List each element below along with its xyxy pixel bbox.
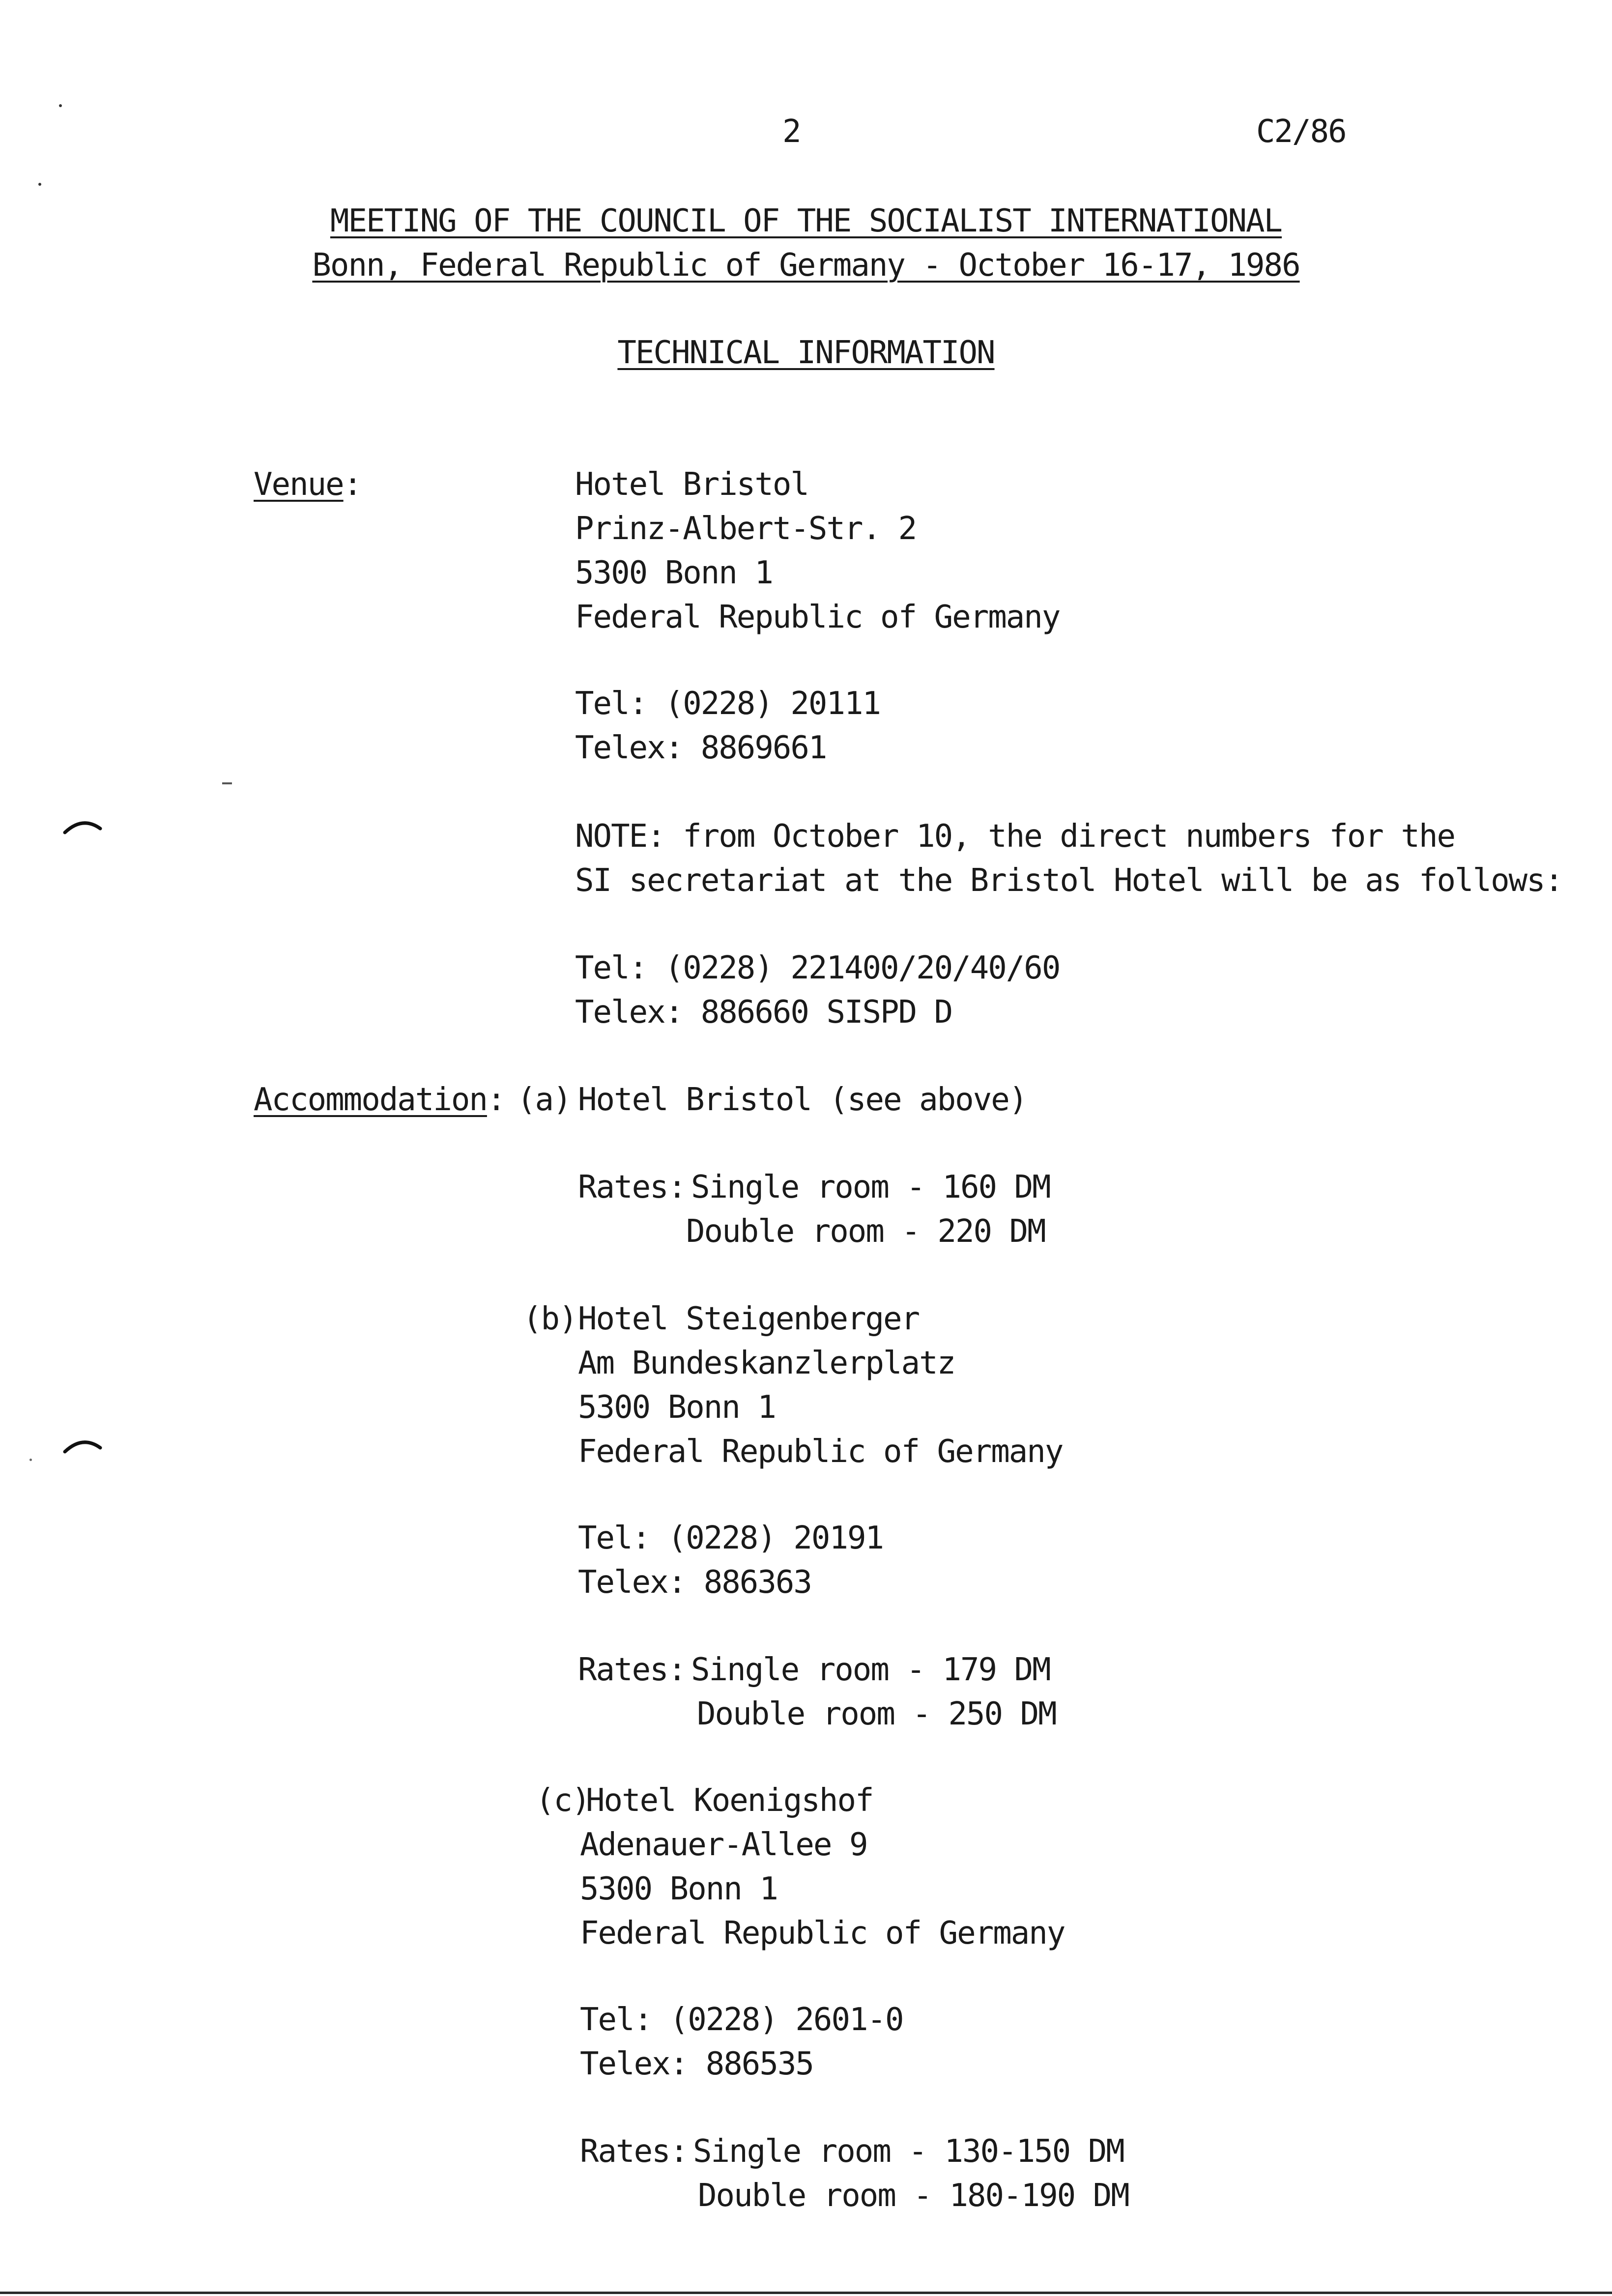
hotel-name-a: Hotel Bristol (see above) [578, 1082, 1027, 1118]
direct-telex: Telex: 886660 SISPD D [575, 994, 952, 1031]
rates-label-a: Rates: [578, 1169, 686, 1205]
venue-label: Venue: [254, 466, 362, 503]
venue-address-line: Prinz-Albert-Str. 2 [575, 511, 917, 547]
page-number: 2 [782, 114, 801, 150]
venue-address-line: 5300 Bonn 1 [575, 555, 773, 591]
double-rate-a: Double room - 220 DM [686, 1213, 1045, 1250]
rates-label-b: Rates: [578, 1652, 686, 1688]
punch-hole-mark-top [63, 816, 102, 835]
rates-label-c: Rates: [580, 2133, 688, 2170]
hotel-tel-c: Tel: (0228) 2601-0 [580, 2002, 903, 2038]
direct-tel: Tel: (0228) 221400/20/40/60 [575, 950, 1060, 986]
hotel-tel-b: Tel: (0228) 20191 [578, 1520, 884, 1556]
section-heading: TECHNICAL INFORMATION [617, 335, 995, 371]
venue-address-line: Hotel Bristol [575, 466, 808, 503]
option-marker-b: (b) [523, 1301, 577, 1337]
option-marker-c: (c) [536, 1782, 590, 1819]
option-marker-a: (a) [517, 1082, 571, 1118]
scan-speck [59, 104, 62, 107]
page-title: MEETING OF THE COUNCIL OF THE SOCIALIST INTERNATIONAL [330, 203, 1282, 239]
hotel-address-line-c: 5300 Bonn 1 [580, 1871, 777, 1907]
venue-note-line-2: SI secretariat at the Bristol Hotel will be as follows: [575, 862, 1563, 899]
hotel-name-b: Hotel Steigenberger [578, 1301, 920, 1337]
single-rate-a: Single room - 160 DM [691, 1169, 1050, 1205]
venue-tel: Tel: (0228) 20111 [575, 686, 881, 722]
scan-speck [38, 183, 41, 186]
accommodation-label: Accommodation: [254, 1082, 505, 1118]
single-rate-b: Single room - 179 DM [691, 1652, 1050, 1688]
hotel-address-line-c: Adenauer-Allee 9 [580, 1827, 867, 1863]
hotel-name-c: Hotel Koenigshof [586, 1782, 873, 1819]
page-bottom-rule [0, 2292, 1612, 2294]
single-rate-c: Single room - 130-150 DM [693, 2133, 1124, 2170]
hotel-telex-c: Telex: 886535 [580, 2046, 813, 2082]
venue-address-line: Federal Republic of Germany [575, 599, 1060, 635]
double-rate-c: Double room - 180-190 DM [698, 2178, 1129, 2214]
venue-telex: Telex: 8869661 [575, 730, 827, 766]
punch-hole-mark-bottom [63, 1435, 102, 1455]
venue-note: NOTE: from October 10, the direct numbers for the [575, 818, 1455, 855]
page-title-line-2: Bonn, Federal Republic of Germany - October 16-17, 1986 [312, 247, 1300, 284]
document-reference: C2/86 [1256, 114, 1346, 150]
double-rate-b: Double room - 250 DM [697, 1696, 1056, 1732]
hotel-address-line-b: Am Bundeskanzlerplatz [578, 1345, 955, 1381]
hotel-address-line-b: 5300 Bonn 1 [578, 1389, 776, 1426]
hotel-telex-b: Telex: 886363 [578, 1564, 811, 1601]
hotel-address-line-c: Federal Republic of Germany [580, 1915, 1065, 1952]
scan-dash [222, 782, 232, 784]
scan-speck [29, 1459, 32, 1461]
hotel-address-line-b: Federal Republic of Germany [578, 1434, 1063, 1470]
